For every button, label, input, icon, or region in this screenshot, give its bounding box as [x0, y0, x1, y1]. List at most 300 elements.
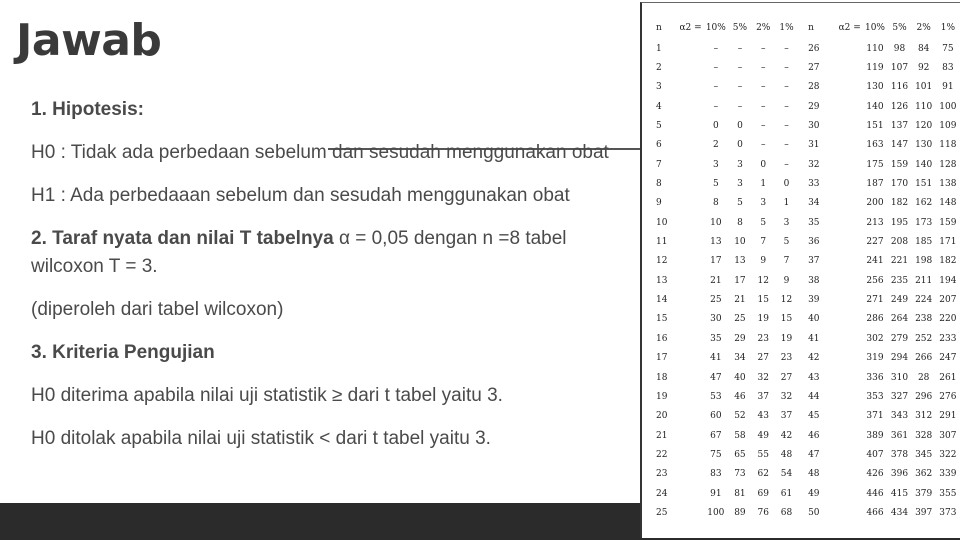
cell-n: 5: [656, 121, 662, 132]
table-row: [656, 174, 960, 193]
cell-value: 294: [890, 353, 909, 364]
cell-spacer: [678, 174, 704, 193]
cell-value: 9: [760, 256, 767, 267]
cell-value: 3: [737, 159, 743, 170]
cell-value: –: [713, 43, 719, 54]
cell-spacer: [837, 407, 863, 426]
cell-value: 162: [915, 198, 933, 209]
cell-value: 35: [710, 333, 722, 344]
cell-spacer: [678, 368, 704, 387]
table-row: [656, 484, 960, 503]
cell-value: 279: [890, 333, 909, 344]
cell-gap: [798, 174, 808, 193]
cell-value: 130: [915, 140, 933, 151]
table-row: [656, 329, 960, 348]
cell-n: 17: [656, 353, 668, 364]
answer-content: [31, 96, 631, 468]
cell-value: –: [784, 43, 789, 54]
table-source-note: (diperoleh dari tabel wilcoxon): [31, 299, 284, 320]
cell-value: 19: [757, 314, 769, 325]
cell-value: 48: [780, 449, 793, 460]
cell-value: 353: [866, 391, 884, 402]
cell-value: 148: [939, 198, 957, 209]
cell-value: 62: [757, 469, 769, 480]
header-2pct-right: 2%: [916, 23, 931, 33]
cell-value: 276: [939, 391, 957, 402]
cell-value: 208: [890, 237, 909, 248]
cell-value: 159: [939, 217, 957, 228]
cell-n: 7: [656, 159, 662, 170]
cell-spacer: [678, 252, 704, 271]
cell-value: 1: [760, 179, 767, 190]
cell-value: 12: [757, 275, 769, 286]
cell-value: 173: [915, 217, 933, 228]
cell-value: 378: [890, 449, 909, 460]
cell-value: 238: [915, 314, 933, 325]
cell-n: 50: [808, 507, 820, 518]
cell-value: 47: [710, 372, 722, 383]
cell-value: 68: [780, 507, 793, 518]
cell-n: 3: [656, 82, 662, 93]
cell-value: 65: [734, 449, 746, 460]
cell-spacer: [678, 39, 704, 58]
cell-value: 291: [939, 411, 957, 422]
table-row: [656, 368, 960, 387]
cell-value: 175: [866, 159, 884, 170]
cell-value: 107: [890, 63, 909, 74]
cell-n: 48: [808, 469, 820, 480]
cell-n: 2: [656, 63, 662, 74]
cell-spacer: [837, 349, 863, 368]
cell-value: 42: [780, 430, 793, 441]
cell-n: 25: [656, 507, 668, 518]
cell-value: –: [760, 43, 766, 54]
header-10pct: 10%: [705, 23, 726, 33]
cell-n: 18: [656, 372, 668, 383]
cell-spacer: [837, 310, 863, 329]
cell-value: 60: [710, 411, 722, 422]
cell-gap: [798, 271, 808, 290]
header-2pct: 2%: [756, 23, 771, 33]
cell-value: 249: [890, 295, 909, 306]
table-row: [656, 252, 960, 271]
cell-n: 15: [656, 314, 668, 325]
cell-value: 3: [712, 159, 719, 170]
cell-gap: [798, 97, 808, 116]
cell-value: 69: [757, 488, 769, 499]
cell-value: 49: [757, 430, 769, 441]
cell-value: 0: [712, 121, 719, 132]
cell-value: 396: [890, 469, 909, 480]
cell-value: 55: [757, 449, 769, 460]
cell-value: 83: [710, 469, 722, 480]
cell-value: –: [713, 82, 719, 93]
cell-value: 147: [890, 140, 909, 151]
cell-value: 322: [939, 449, 957, 460]
cell-spacer: [837, 136, 863, 155]
cell-value: 30: [710, 314, 722, 325]
cell-value: 182: [890, 198, 909, 209]
cell-value: 5: [760, 217, 767, 228]
cell-value: 126: [890, 101, 909, 112]
cell-value: 264: [890, 314, 909, 325]
table-row: [656, 387, 960, 406]
cell-n: 11: [656, 237, 668, 248]
header-n: n: [656, 23, 662, 33]
cell-n: 42: [808, 353, 820, 364]
cell-value: –: [760, 121, 766, 132]
cell-value: 110: [866, 43, 884, 54]
cell-spacer: [837, 252, 863, 271]
cell-value: 12: [780, 295, 793, 306]
cell-value: 310: [890, 372, 909, 383]
cell-value: 3: [783, 217, 790, 228]
cell-spacer: [678, 232, 704, 251]
cell-spacer: [678, 310, 704, 329]
cell-spacer: [678, 155, 704, 174]
cell-value: 5: [783, 237, 790, 248]
cell-value: 220: [939, 314, 957, 325]
step-3-heading: 3. Kriteria Pengujian: [31, 342, 215, 363]
cell-value: –: [713, 101, 719, 112]
cell-value: 0: [760, 159, 767, 170]
cell-value: 327: [890, 391, 909, 402]
cell-value: 7: [783, 256, 790, 267]
cell-value: –: [760, 140, 766, 151]
cell-value: 271: [866, 295, 884, 306]
cell-spacer: [837, 194, 863, 213]
table-row: [656, 349, 960, 368]
cell-value: 247: [939, 353, 957, 364]
cell-spacer: [837, 155, 863, 174]
table-row: [656, 503, 960, 522]
cell-value: 28: [917, 372, 930, 383]
cell-spacer: [678, 426, 704, 445]
hypothesis-h1: H1 : Ada perbedaaan sebelum dan sesudah menggunakan obat: [31, 185, 570, 206]
cell-value: 170: [890, 179, 909, 190]
table-row: [656, 290, 960, 309]
cell-value: 116: [890, 82, 909, 93]
cell-n: 31: [808, 140, 820, 151]
cell-value: –: [784, 140, 789, 151]
cell-spacer: [678, 271, 704, 290]
header-1pct: 1%: [779, 23, 794, 33]
cell-value: 13: [734, 256, 746, 267]
table-row: [656, 39, 960, 58]
cell-spacer: [678, 97, 704, 116]
cell-spacer: [837, 78, 863, 97]
cell-value: 407: [866, 449, 884, 460]
table-body: [656, 39, 960, 523]
cell-value: 3: [737, 179, 743, 190]
cell-value: 98: [893, 43, 906, 54]
cell-value: 1: [783, 198, 790, 209]
cell-value: 187: [866, 179, 884, 190]
cell-value: 336: [866, 372, 884, 383]
cell-value: 446: [866, 488, 884, 499]
cell-value: 233: [939, 333, 957, 344]
cell-value: 235: [890, 275, 909, 286]
cell-value: 213: [866, 217, 884, 228]
cell-n: 6: [656, 140, 662, 151]
cell-value: 15: [780, 314, 793, 325]
criteria-accept: H0 diterima apabila nilai uji statistik ≥ dari t tabel yaitu 3.: [31, 385, 503, 406]
cell-value: 46: [734, 391, 746, 402]
cell-value: 371: [866, 411, 884, 422]
cell-value: 286: [866, 314, 884, 325]
cell-value: 118: [939, 140, 957, 151]
cell-value: 159: [890, 159, 909, 170]
cell-gap: [798, 39, 808, 58]
cell-n: 19: [656, 391, 668, 402]
step-2-detail: α = 0,05 dengan n =8 tabel wilcoxon T = 3.: [31, 228, 567, 277]
cell-value: –: [713, 63, 719, 74]
table-header-row: [656, 17, 960, 39]
wilcoxon-critical-values-table: [656, 17, 960, 523]
table-row: [656, 97, 960, 116]
cell-value: 10: [710, 217, 722, 228]
cell-value: 373: [939, 507, 957, 518]
cell-value: 194: [939, 275, 957, 286]
cell-spacer: [678, 194, 704, 213]
cell-value: 151: [866, 121, 884, 132]
cell-value: 53: [710, 391, 722, 402]
cell-n: 49: [808, 488, 820, 499]
cell-value: 32: [780, 391, 793, 402]
cell-value: 81: [734, 488, 746, 499]
cell-gap: [798, 213, 808, 232]
cell-value: 92: [917, 63, 930, 74]
cell-value: 140: [866, 101, 884, 112]
cell-gap: [798, 349, 808, 368]
cell-value: 101: [915, 82, 933, 93]
cell-n: 38: [808, 275, 820, 286]
cell-spacer: [837, 39, 863, 58]
table-row: [656, 58, 960, 77]
cell-spacer: [837, 484, 863, 503]
cell-value: 73: [734, 469, 746, 480]
cell-value: 252: [915, 333, 933, 344]
cell-spacer: [678, 387, 704, 406]
cell-value: 151: [915, 179, 933, 190]
cell-value: 171: [939, 237, 957, 248]
cell-n: 46: [808, 430, 820, 441]
cell-spacer: [678, 349, 704, 368]
cell-value: 343: [890, 411, 909, 422]
cell-gap: [798, 465, 808, 484]
table-row: [656, 310, 960, 329]
cell-gap: [798, 290, 808, 309]
table-row: [656, 426, 960, 445]
cell-value: 83: [942, 63, 954, 74]
cell-value: 307: [939, 430, 957, 441]
cell-value: 89: [734, 507, 746, 518]
cell-spacer: [837, 426, 863, 445]
table-row: [656, 407, 960, 426]
criteria-reject: H0 ditolak apabila nilai uji statistik < dari t tabel yaitu 3.: [31, 428, 491, 449]
cell-gap: [798, 426, 808, 445]
cell-n: 27: [808, 63, 820, 74]
cell-value: 21: [710, 275, 722, 286]
cell-value: 361: [890, 430, 909, 441]
cell-value: 9: [783, 275, 790, 286]
cell-spacer: [837, 213, 863, 232]
cell-value: 415: [890, 488, 909, 499]
cell-gap: [798, 58, 808, 77]
cell-value: 328: [915, 430, 933, 441]
cell-value: –: [737, 82, 743, 93]
cell-value: 140: [915, 159, 933, 170]
cell-value: 198: [915, 256, 933, 267]
cell-value: 5: [712, 179, 719, 190]
cell-value: 256: [866, 275, 884, 286]
cell-value: –: [784, 82, 789, 93]
cell-value: 266: [915, 353, 933, 364]
cell-value: 34: [734, 353, 746, 364]
cell-value: 19: [780, 333, 793, 344]
cell-value: 130: [866, 82, 884, 93]
cell-n: 20: [656, 411, 668, 422]
cell-value: –: [737, 101, 743, 112]
cell-spacer: [678, 465, 704, 484]
cell-value: 302: [866, 333, 884, 344]
cell-value: 91: [710, 488, 722, 499]
cell-value: 345: [915, 449, 933, 460]
cell-value: 0: [737, 140, 743, 151]
cell-n: 29: [808, 101, 820, 112]
cell-n: 30: [808, 121, 820, 132]
cell-n: 43: [808, 372, 820, 383]
cell-value: 2: [712, 140, 719, 151]
cell-value: –: [760, 82, 766, 93]
table-row: [656, 445, 960, 464]
cell-value: 17: [710, 256, 722, 267]
cell-value: 0: [783, 179, 790, 190]
table-row: [656, 232, 960, 251]
cell-gap: [798, 407, 808, 426]
cell-spacer: [678, 213, 704, 232]
cell-value: 119: [866, 63, 884, 74]
cell-value: 120: [915, 121, 933, 132]
cell-value: 21: [734, 295, 746, 306]
cell-value: 40: [734, 372, 746, 383]
cell-value: 426: [866, 469, 884, 480]
cell-value: 137: [890, 121, 909, 132]
cell-value: 182: [939, 256, 957, 267]
cell-n: 37: [808, 256, 820, 267]
cell-spacer: [837, 116, 863, 135]
cell-gap: [798, 503, 808, 522]
cell-spacer: [837, 97, 863, 116]
cell-value: –: [784, 101, 789, 112]
cell-spacer: [678, 445, 704, 464]
cell-spacer: [837, 174, 863, 193]
header-10pct-right: 10%: [864, 23, 885, 33]
cell-value: –: [737, 43, 743, 54]
cell-spacer: [678, 290, 704, 309]
cell-value: 241: [866, 256, 884, 267]
table-row: [656, 194, 960, 213]
cell-n: 33: [808, 179, 820, 190]
cell-value: 10: [734, 237, 746, 248]
cell-value: 163: [866, 140, 884, 151]
cell-value: 37: [757, 391, 769, 402]
cell-n: 8: [656, 179, 662, 190]
cell-value: 211: [915, 275, 933, 286]
cell-value: 389: [866, 430, 884, 441]
table-row: [656, 271, 960, 290]
cell-gap: [798, 387, 808, 406]
cell-spacer: [837, 290, 863, 309]
cell-value: –: [784, 63, 789, 74]
table-row: [656, 116, 960, 135]
cell-value: 319: [866, 353, 884, 364]
cell-gap: [798, 310, 808, 329]
cell-spacer: [837, 58, 863, 77]
cell-value: 224: [915, 295, 933, 306]
cell-value: 15: [757, 295, 769, 306]
cell-n: 4: [656, 101, 662, 112]
cell-value: 13: [710, 237, 722, 248]
cell-spacer: [837, 329, 863, 348]
cell-value: 5: [737, 198, 743, 209]
cell-value: 75: [942, 43, 954, 54]
cell-n: 34: [808, 198, 820, 209]
cell-spacer: [678, 58, 704, 77]
cell-value: 138: [939, 179, 957, 190]
cell-n: 16: [656, 333, 668, 344]
cell-n: 10: [656, 217, 668, 228]
cell-value: 109: [939, 121, 957, 132]
cell-value: 3: [760, 198, 767, 209]
cell-value: 100: [939, 101, 957, 112]
cell-value: 207: [939, 295, 957, 306]
cell-value: 466: [866, 507, 884, 518]
cell-n: 36: [808, 237, 820, 248]
cell-value: 37: [780, 411, 793, 422]
header-1pct-right: 1%: [940, 23, 955, 33]
cell-value: 8: [737, 217, 743, 228]
cell-value: 261: [939, 372, 957, 383]
table-row: [656, 78, 960, 97]
cell-spacer: [678, 78, 704, 97]
cell-value: 195: [890, 217, 909, 228]
table-row: [656, 136, 960, 155]
cell-value: 379: [915, 488, 933, 499]
cell-value: 339: [939, 469, 957, 480]
cell-gap: [798, 329, 808, 348]
cell-gap: [798, 368, 808, 387]
cell-value: 25: [734, 314, 746, 325]
header-5pct: 5%: [732, 23, 748, 33]
cell-spacer: [678, 329, 704, 348]
cell-value: 200: [866, 198, 884, 209]
cell-value: 32: [757, 372, 769, 383]
cell-value: 312: [915, 411, 933, 422]
cell-n: 23: [656, 469, 668, 480]
cell-spacer: [678, 136, 704, 155]
cell-spacer: [678, 407, 704, 426]
cell-n: 44: [808, 391, 820, 402]
cell-spacer: [837, 465, 863, 484]
cell-value: 0: [737, 121, 743, 132]
cell-gap: [798, 252, 808, 271]
cell-value: 43: [757, 411, 769, 422]
hypothesis-h0: H0 : Tidak ada perbedaan sebelum dan sesudah menggunakan obat: [31, 142, 609, 163]
table-row: [656, 155, 960, 174]
cell-gap: [798, 78, 808, 97]
cell-value: 185: [915, 237, 933, 248]
